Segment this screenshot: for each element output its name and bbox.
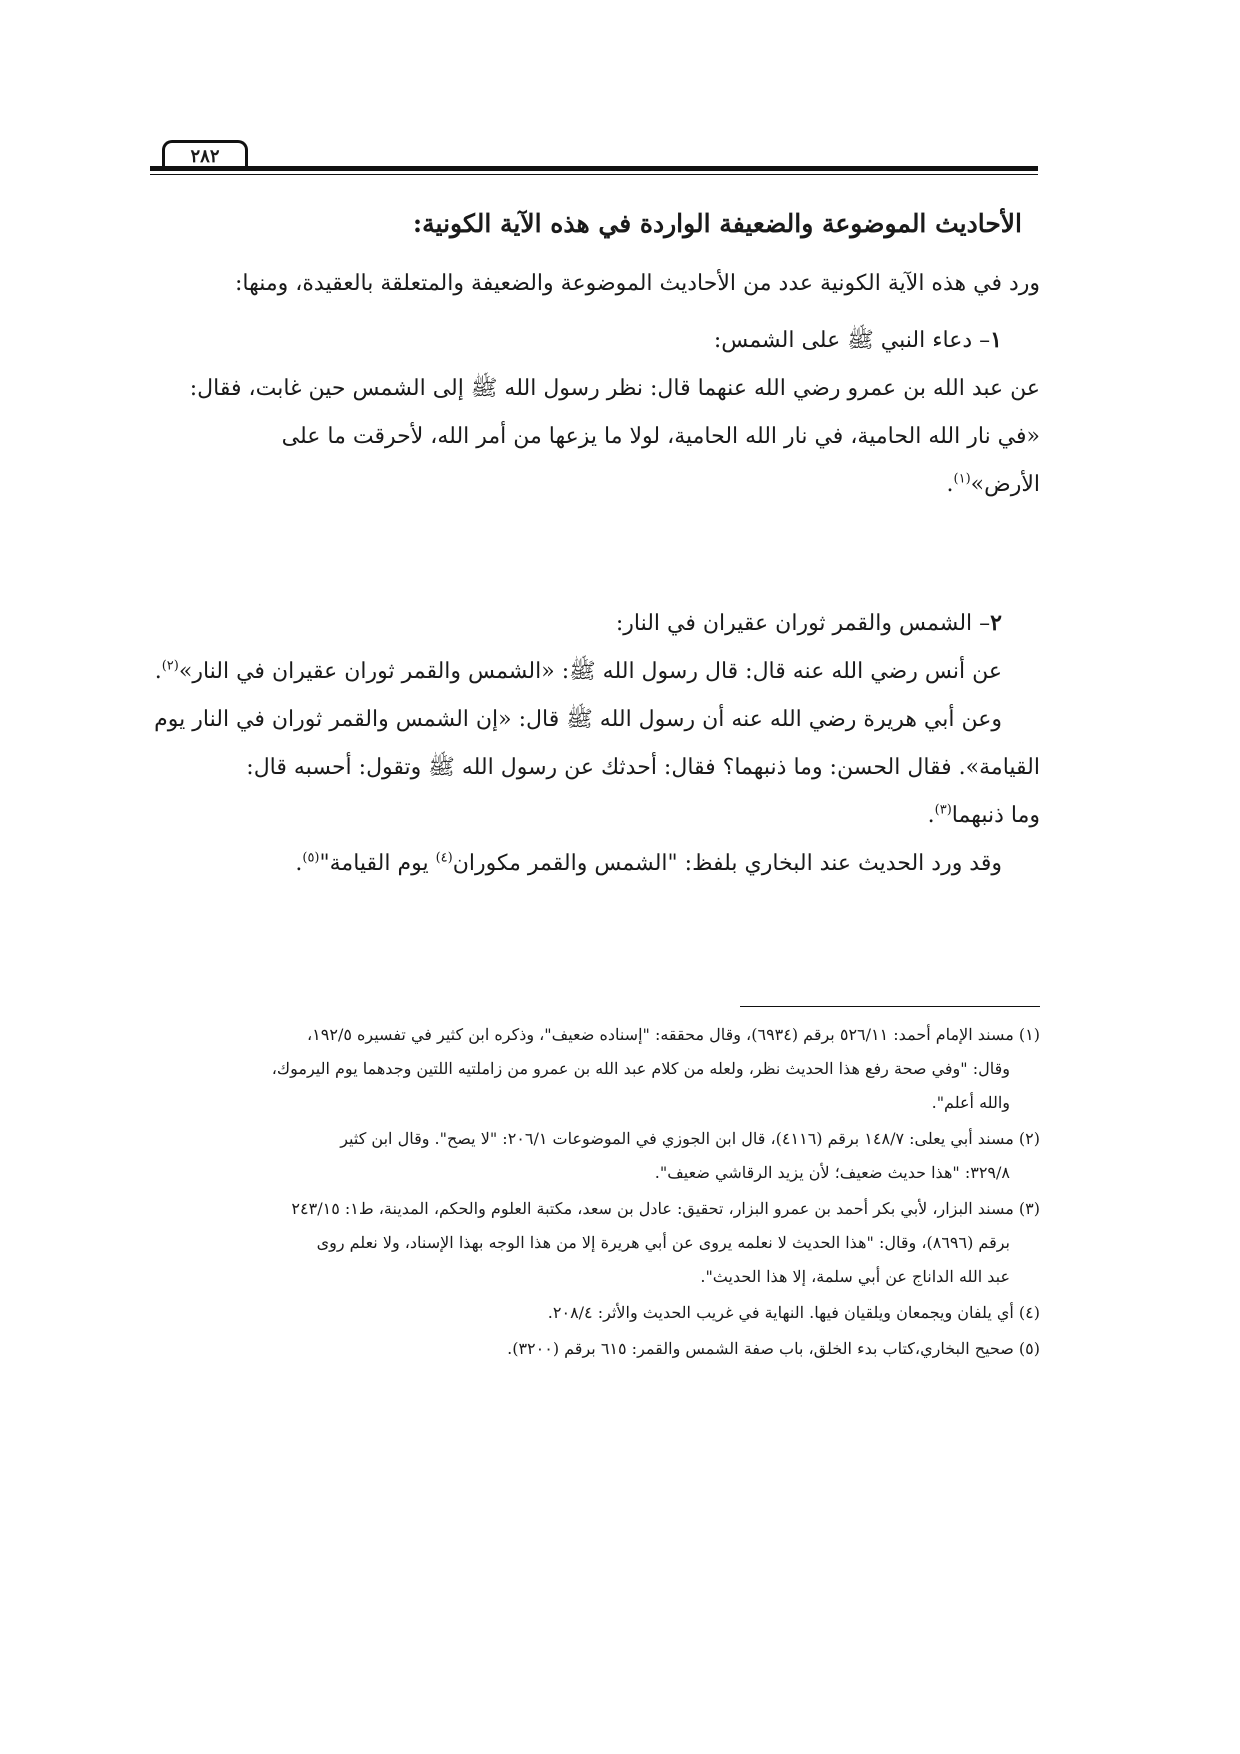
section-2-number: ٢ [990, 610, 1002, 636]
footnotes [148, 1016, 1040, 1368]
footnote-line: وقال: "وفي صحة رفع هذا الحديث نظر، ولعله من كلام عبد الله بن عمرو من زاملتيه اللتين وجدهما يوم اليرموك، [271, 1059, 1010, 1078]
intro-paragraph: ورد في هذه الآية الكونية عدد من الأحاديث الموضوعة والضعيفة والمتعلقة بالعقيدة، ومنها: [234, 271, 1040, 296]
section-1-line-3-text: الأرض» [970, 472, 1040, 497]
footnote-3 [148, 1192, 1040, 1294]
footnote-2 [148, 1122, 1040, 1190]
footnote-ref-4[interactable]: (٤) [435, 850, 453, 866]
footnote-line: (٣) مسند البزار، لأبي بكر أحمد بن عمرو البزار، تحقيق: عادل بن سعد، مكتبة العلوم والحكم، المدينة، ط١: ٢٤٣/١٥ [291, 1199, 1040, 1218]
footnote-ref-2[interactable]: (٢) [161, 658, 179, 674]
footnote-ref-3[interactable]: (٣) [934, 802, 952, 818]
section-2-line-3: القيامة». فقال الحسن: وما ذنبهما؟ فقال: أحدثك عن رسول الله ﷺ وتقول: أحسبه قال: [246, 755, 1040, 780]
main-content [148, 190, 1040, 888]
footnote-separator [740, 1006, 1040, 1007]
footnote-line: عبد الله الداناج عن أبي سلمة، إلا هذا الحديث". [700, 1267, 1010, 1286]
section-2-line-1-text: عن أنس رضي الله عنه قال: قال رسول الله ﷺ: «الشمس والقمر ثوران عقيران في النار» [178, 659, 1002, 684]
section-2-line-4 [148, 792, 1040, 840]
footnote-line: (٤) أي يلفان ويجمعان ويلقيان فيها. النهاية في غريب الحديث والأثر: ٢٠٨/٤. [547, 1303, 1040, 1322]
footnote-line: (٢) مسند أبي يعلى: ١٤٨/٧ برقم (٤١١٦)، قال ابن الجوزي في الموضوعات ٢٠٦/١: "لا يصح". وقال ابن كثير [340, 1129, 1040, 1148]
section-2-line-1-end: . [154, 659, 162, 684]
footnote-4 [148, 1296, 1040, 1330]
section-2-line-5 [148, 840, 1040, 888]
section-2-heading [148, 599, 1040, 648]
section-1-line-2: «في نار الله الحامية، في نار الله الحامية، لولا ما يزعها من أمر الله، لأحرقت ما على [281, 424, 1040, 449]
section-2-line-5-text-b: يوم القيامة" [319, 851, 436, 876]
footnote-5 [148, 1332, 1040, 1366]
section-1-line-1: عن عبد الله بن عمرو رضي الله عنهما قال: نظر رسول الله ﷺ إلى الشمس حين غابت، فقال: [189, 376, 1040, 401]
section-1-heading [148, 316, 1040, 365]
footnote-ref-1[interactable]: (١) [953, 471, 971, 487]
page-number: ٢٨٢ [162, 140, 248, 169]
footnote-1 [148, 1018, 1040, 1120]
section-1-line-3-end: . [946, 472, 954, 497]
section-2-line-4-end: . [927, 803, 935, 828]
header-rule-thick [150, 166, 1038, 171]
section-2-line-4-text: وما ذنبهما [951, 803, 1040, 828]
section-2-heading-text: – الشمس والقمر ثوران عقيران في النار: [615, 611, 991, 636]
footnote-line: (١) مسند الإمام أحمد: ٥٢٦/١١ برقم (٦٩٣٤)، وقال محققه: "إسناده ضعيف"، وذكره ابن كثير في تفسيره ١٩٢/٥، [306, 1025, 1040, 1044]
page-header [150, 140, 1038, 170]
header-rule-thin [150, 174, 1038, 175]
footnote-line: ٣٢٩/٨: "هذا حديث ضعيف؛ لأن يزيد الرقاشي ضعيف". [654, 1163, 1010, 1182]
footnote-line: برقم (٨٦٩٦)، وقال: "هذا الحديث لا نعلمه يروى عن أبي هريرة إلا من هذا الوجه بهذا الإسناد، ولا نعلم روى [316, 1233, 1010, 1252]
footnote-line: والله أعلم". [931, 1093, 1010, 1112]
page-title: الأحاديث الموضوعة والضعيفة الواردة في هذه الآية الكونية: [412, 209, 1022, 238]
footnote-ref-5[interactable]: (٥) [302, 850, 320, 866]
section-2-line-5-end: . [295, 851, 303, 876]
footnote-line: (٥) صحيح البخاري،كتاب بدء الخلق، باب صفة الشمس والقمر: ٦١٥ برقم (٣٢٠٠). [507, 1339, 1040, 1358]
section-1-heading-text: – دعاء النبي ﷺ على الشمس: [713, 328, 991, 353]
section-2-line-2: وعن أبي هريرة رضي الله عنه أن رسول الله ﷺ قال: «إن الشمس والقمر ثوران في النار يوم [154, 707, 1002, 732]
section-2-line-5-text-a: وقد ورد الحديث عند البخاري بلفظ: "الشمس والقمر مكوران [452, 851, 1002, 876]
section-1-number: ١ [990, 327, 1002, 353]
section-1-line-3 [148, 461, 1040, 509]
section-2-line-1 [148, 648, 1040, 696]
